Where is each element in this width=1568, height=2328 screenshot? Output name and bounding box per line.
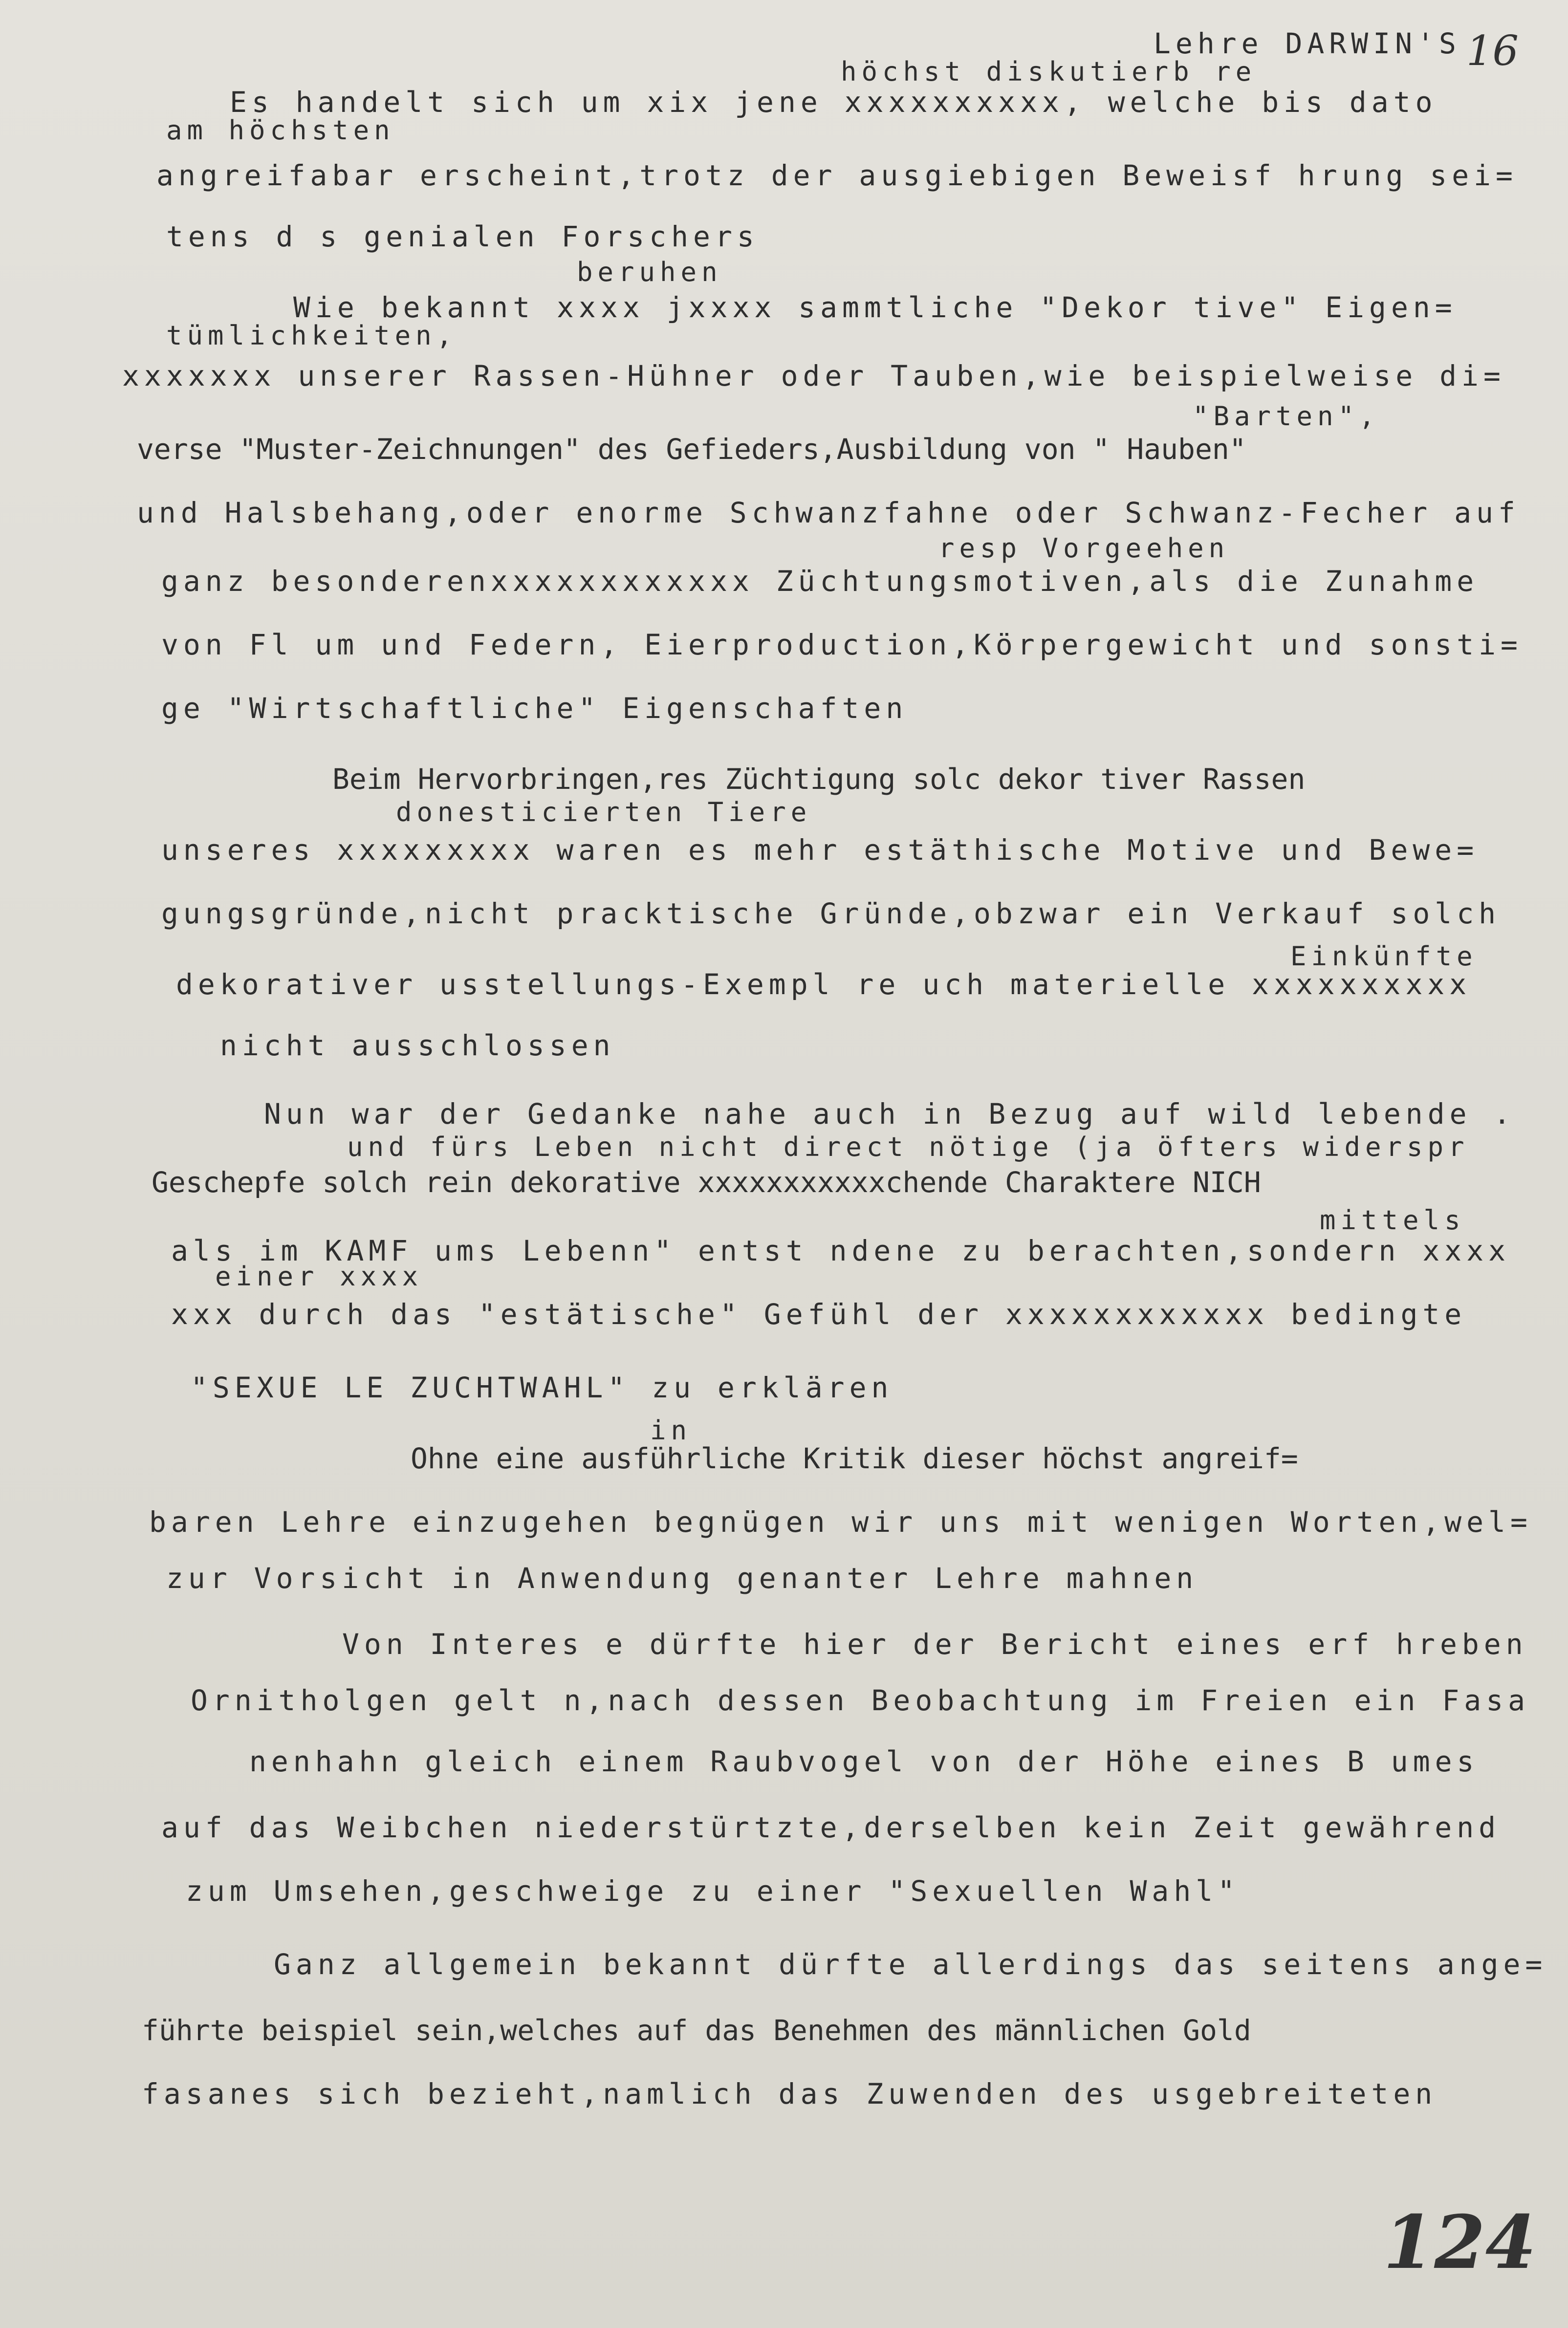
text-line: Geschepfe solch rein dekorative xxxxxxxxxxxchende Charaktere NICH bbox=[152, 1166, 1261, 1199]
text-line: Beim Hervorbringen,res Züchtigung solc dekor tiver Rassen bbox=[332, 762, 1306, 796]
text-line: "Barten", bbox=[1193, 401, 1380, 432]
text-line: auf das Weibchen niederstürtzte,derselben kein Zeit gewährend bbox=[161, 1811, 1501, 1844]
text-line: resp Vorgeehen bbox=[938, 533, 1230, 564]
text-line: und Halsbehang,oder enorme Schwanzfahne oder Schwanz-Fecher auf bbox=[137, 496, 1520, 529]
text-line: Ganz allgemein bekannt dürfte allerdings das seitens ange= bbox=[274, 1948, 1547, 1981]
typed-title: Lehre DARWIN'S bbox=[1154, 27, 1461, 60]
text-line: gungsgründe,nicht pracktische Gründe,obzwar ein Verkauf solch bbox=[161, 897, 1501, 930]
text-line: höchst diskutierb re bbox=[841, 56, 1257, 87]
text-line: tümlichkeiten, bbox=[166, 320, 457, 351]
text-line: Einkünfte bbox=[1290, 941, 1478, 972]
folio-number: 124 bbox=[1383, 2199, 1537, 2285]
text-line: "SEXUE LE ZUCHTWAHL" zu erklären bbox=[191, 1371, 893, 1404]
text-line: Nun war der Gedanke nahe auch in Bezug auf wild lebende . bbox=[264, 1097, 1516, 1131]
text-line: xxxxxxx unserer Rassen-Hühner oder Tauben,wie beispielweise di= bbox=[122, 359, 1505, 392]
text-line: verse "Muster-Zeichnungen" des Gefieders,Ausbildung von " Hauben" bbox=[137, 433, 1246, 466]
text-line: angreifabar erscheint,trotz der ausgiebigen Beweisf hrung sei= bbox=[156, 159, 1518, 192]
text-line: am höchsten bbox=[166, 115, 395, 146]
text-line: xxx durch das "estätische" Gefühl der xxxxxxxxxxxx bedingte bbox=[171, 1298, 1467, 1331]
text-line: als im KAMF ums Lebenn" entst ndene zu berachten,sondern xxxx bbox=[171, 1234, 1511, 1267]
text-line: donesticierten Tiere bbox=[396, 797, 812, 827]
text-line: zum Umsehen,geschweige zu einer "Sexuellen Wahl" bbox=[186, 1874, 1240, 1908]
text-line: ganz besonderenxxxxxxxxxxxx Züchtungsmotiven,als die Zunahme bbox=[161, 565, 1479, 598]
text-line: Ohne eine ausführliche Kritik dieser höchst angreif= bbox=[411, 1442, 1298, 1475]
text-line: beruhen bbox=[577, 257, 722, 287]
text-line: ge "Wirtschaftliche" Eigenschaften bbox=[161, 692, 908, 725]
text-line: Es handelt sich um xix jene xxxxxxxxxx, welche bis dato bbox=[230, 86, 1437, 119]
text-line: nenhahn gleich einem Raubvogel von der Höhe eines B umes bbox=[249, 1745, 1479, 1778]
text-line: Ornitholgen gelt n,nach dessen Beobachtung im Freien ein Fasa bbox=[191, 1684, 1530, 1717]
text-line: führte beispiel sein,welches auf das Benehmen des männlichen Gold bbox=[142, 2014, 1251, 2047]
text-line: Von Interes e dürfte hier der Bericht eines erf hreben bbox=[342, 1628, 1528, 1661]
text-line: zur Vorsicht in Anwendung genanter Lehre mahnen bbox=[166, 1562, 1198, 1595]
text-line: fasanes sich bezieht,namlich das Zuwenden des usgebreiteten bbox=[142, 2077, 1437, 2110]
text-line: und fürs Leben nicht direct nötige (ja öfters widerspr bbox=[347, 1131, 1469, 1162]
text-line: Wie bekannt xxxx jxxxx sammtliche "Dekor tive" Eigen= bbox=[293, 291, 1457, 324]
corner-page-number: 16 bbox=[1466, 27, 1519, 75]
text-line: tens d s genialen Forschers bbox=[166, 220, 759, 253]
text-line: unseres xxxxxxxxx waren es mehr estäthische Motive und Bewe= bbox=[161, 833, 1479, 867]
text-line: dekorativer usstellungs-Exempl re uch materielle xxxxxxxxxx bbox=[176, 968, 1472, 1001]
text-line: von Fl um und Federn, Eierproduction,Körpergewicht und sonsti= bbox=[161, 628, 1523, 661]
text-line: nicht ausschlossen bbox=[220, 1029, 615, 1062]
text-line: baren Lehre einzugehen begnügen wir uns mit wenigen Worten,wel= bbox=[149, 1505, 1532, 1539]
text-line: in bbox=[650, 1415, 692, 1446]
text-line: einer xxxx bbox=[215, 1261, 423, 1292]
text-line: mittels bbox=[1320, 1205, 1465, 1236]
